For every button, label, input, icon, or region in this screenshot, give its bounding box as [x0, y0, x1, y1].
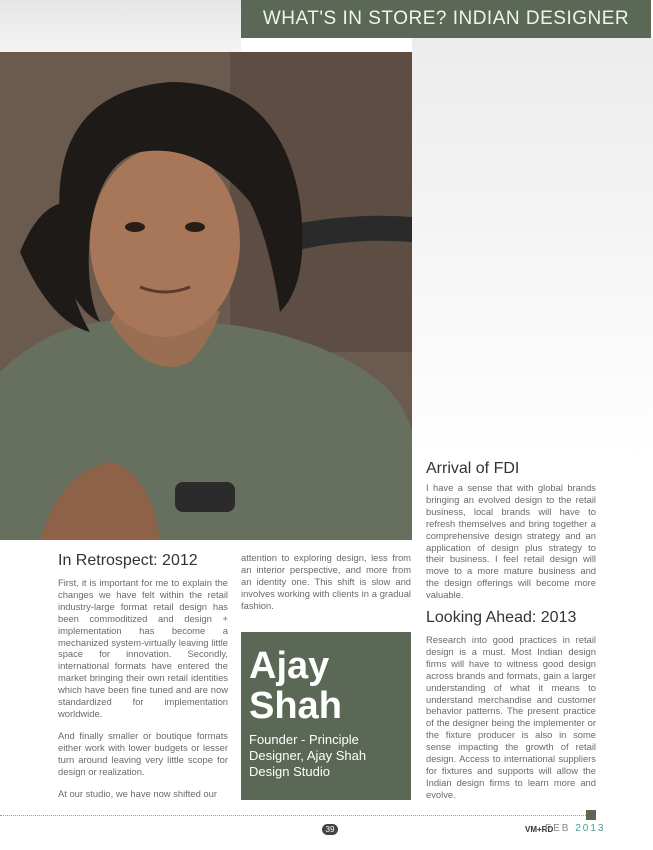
retrospect-continued-paragraph: attention to exploring design, less from an interior perspective, and more from an identity one. This shift is slow and involves working with clients in a gradual fashion. [241, 552, 411, 611]
profile-first-name: Ajay [249, 645, 330, 687]
fdi-column [426, 482, 596, 611]
retrospect-paragraph: First, it is important for me to explain the changes we have felt within the retail industry-large format retail design has been commoditized and design + implementation has become a mechanized system-virtually leaving little space for innovation. Secondly, international formats have entered the market bringing their own retail identities which have been fine tuned and are now standardized for implementation worldwide. [58, 577, 228, 719]
retrospect-paragraph: At our studio, we have now shifted our [58, 787, 217, 799]
profile-name-box [241, 632, 411, 800]
top-left-blank [0, 0, 241, 52]
fdi-paragraph: I have a sense that with global brands bringing an evolved design to the retail business, local brands will have to refresh themselves and bring together a comprehensive design strategy and an application of design plus strategy to their business. I feel retail design will move to a more mature business and the design offerings will become more valuable. [426, 482, 596, 601]
issue-date [545, 823, 605, 834]
profile-last-name: Shah [249, 685, 342, 727]
page-number: 39 [322, 824, 338, 835]
issue-year: 2013 [575, 823, 606, 834]
footer-square-marker [586, 810, 596, 820]
portrait-photo [0, 52, 412, 540]
header-title: WHAT'S IN STORE? INDIAN DESIGNER [262, 8, 630, 29]
right-gradient-panel [412, 38, 653, 458]
magazine-logo: VM+RD [525, 825, 554, 834]
ahead-paragraph: Research into good practices in retail design is a must. Most Indian design firms will have to witness good design across brands and formats, gain a larger understanding of what it means to understand merchandise and customer behavior patterns. The present practice of the designer being the implementer or the fixture producer is also in some sense impacting the growth of retail design. Access to international suppliers for fixtures and supports will allow the Indian design firms to learn more and evolve. [426, 634, 596, 800]
footer-divider [0, 815, 590, 816]
ahead-column [426, 634, 596, 811]
profile-name [249, 646, 342, 726]
portrait-illustration [0, 52, 412, 540]
ahead-heading: Looking Ahead: 2013 [426, 609, 577, 626]
fdi-heading: Arrival of FDI [426, 460, 520, 477]
retrospect-heading: In Retrospect: 2012 [58, 552, 198, 569]
retrospect-column [58, 577, 228, 809]
retrospect-continued-column [241, 552, 411, 622]
profile-role: Founder - Principle Designer, Ajay Shah Design Studio [249, 732, 367, 779]
issue-month: FEB [545, 823, 571, 834]
section-header [241, 0, 651, 38]
retrospect-paragraph: And finally smaller or boutique formats either work with lower budgets or lesser turn around leaving very little scope for design or realization. [58, 729, 228, 777]
